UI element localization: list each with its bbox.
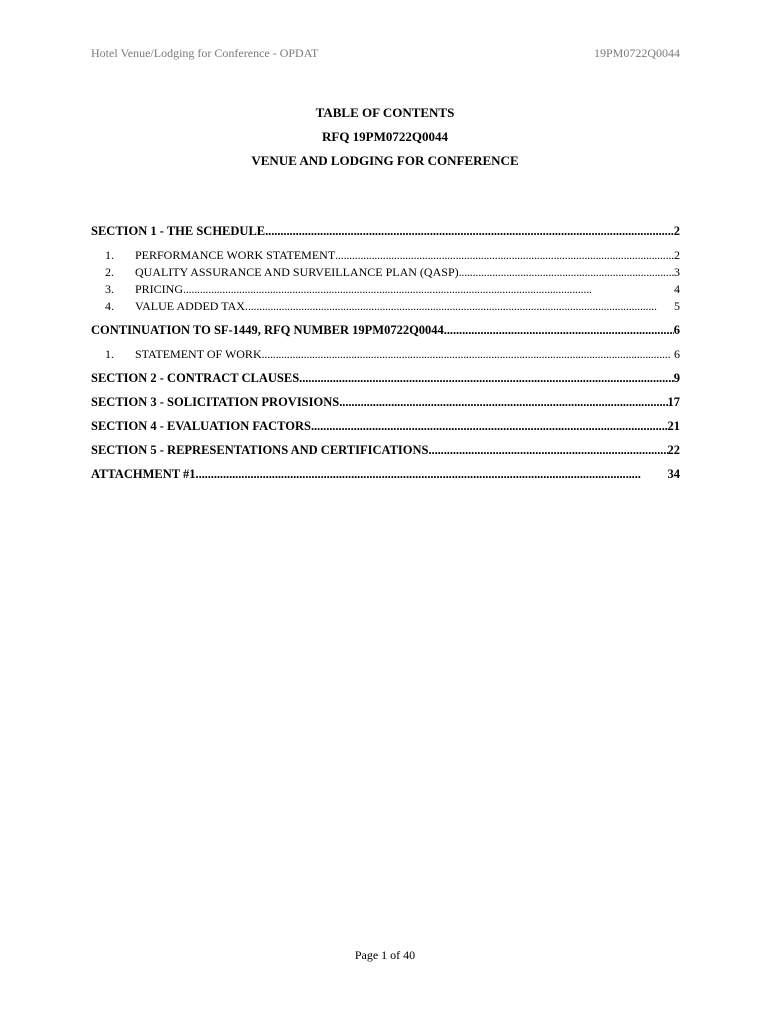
toc-page-number: 2 [674,248,680,262]
toc-dot-leader [311,418,668,434]
toc-page-number: 6 [674,347,680,361]
venue-heading: VENUE AND LODGING FOR CONFERENCE [251,153,519,168]
toc-title-block [0,101,770,173]
toc-item-number: 1. [105,248,114,262]
toc-entry-pricing[interactable] [91,281,680,298]
toc-entry-attachment-1[interactable] [91,466,680,490]
toc-page-number: 22 [667,443,680,457]
toc-entry-label: ATTACHMENT #1 [91,467,196,481]
toc-page-number: 6 [673,323,680,337]
toc-entry-label: STATEMENT OF WORK [135,347,262,361]
header-title: Hotel Venue/Lodging for Conference - OPDAT [91,46,319,60]
toc-dot-leader [428,442,667,458]
toc-dot-leader [262,346,674,362]
toc-entry-value-added-tax[interactable] [91,298,680,322]
header-rfq-number: 19PM0722Q0044 [593,46,680,60]
toc-entry-section-5[interactable] [91,442,680,466]
toc-item-number: 1. [105,347,114,361]
page-footer [0,948,770,963]
toc-page-number: 9 [673,371,680,385]
toc-entry-label: SECTION 1 - THE SCHEDULE [91,224,266,238]
toc-entry-section-2[interactable] [91,370,680,394]
toc-page-number: 17 [667,395,680,409]
toc-page-number: 3 [674,265,680,279]
toc-dot-leader [196,466,668,482]
toc-entry-qasp[interactable] [91,264,680,281]
toc-entry-continuation-sf-1449[interactable] [91,322,680,346]
toc-dot-leader [339,394,667,410]
toc-dot-leader [265,223,674,239]
toc-dot-leader [459,264,674,280]
toc-page-number: 2 [673,224,680,238]
toc-page-number: 5 [674,299,680,313]
page-number-label: Page 1 of 40 [354,948,416,962]
toc-entry-label: CONTINUATION TO SF-1449, RFQ NUMBER 19PM0722Q0044 [91,323,444,337]
toc-page-number: 4 [674,282,680,296]
toc-entry-label: SECTION 5 - REPRESENTATIONS AND CERTIFICATIONS [91,443,429,457]
toc-dot-leader [248,298,674,314]
toc-page-number: 34 [667,467,680,481]
toc-item-number: 3. [105,282,114,296]
toc-dot-leader [183,281,674,297]
toc-entry-section-1[interactable] [91,223,680,247]
toc-entry-label: PERFORMANCE WORK STATEMENT [135,248,336,262]
rfq-heading: RFQ 19PM0722Q0044 [321,129,448,144]
toc-entry-section-4[interactable] [91,418,680,442]
toc-entry-label: SECTION 4 - EVALUATION FACTORS [91,419,311,433]
table-of-contents [91,223,680,490]
toc-entry-label: QUALITY ASSURANCE AND SURVEILLANCE PLAN (QASP) [135,265,459,279]
toc-entry-label: PRICING [135,282,184,296]
toc-page-number: 21 [667,419,680,433]
toc-entry-statement-of-work[interactable] [91,346,680,370]
toc-entry-performance-work-statement[interactable] [91,247,680,264]
toc-dot-leader [335,247,674,263]
toc-entry-label: SECTION 2 - CONTRACT CLAUSES [91,371,300,385]
page-header [91,46,680,61]
toc-entry-label: VALUE ADDED TAX. [135,299,248,313]
toc-heading: TABLE OF CONTENTS [315,105,455,120]
toc-entry-label: SECTION 3 - SOLICITATION PROVISIONS [91,395,340,409]
toc-item-number: 4. [105,299,114,313]
toc-entry-section-3[interactable] [91,394,680,418]
toc-dot-leader [444,322,674,338]
toc-item-number: 2. [105,265,114,279]
toc-dot-leader [299,370,674,386]
